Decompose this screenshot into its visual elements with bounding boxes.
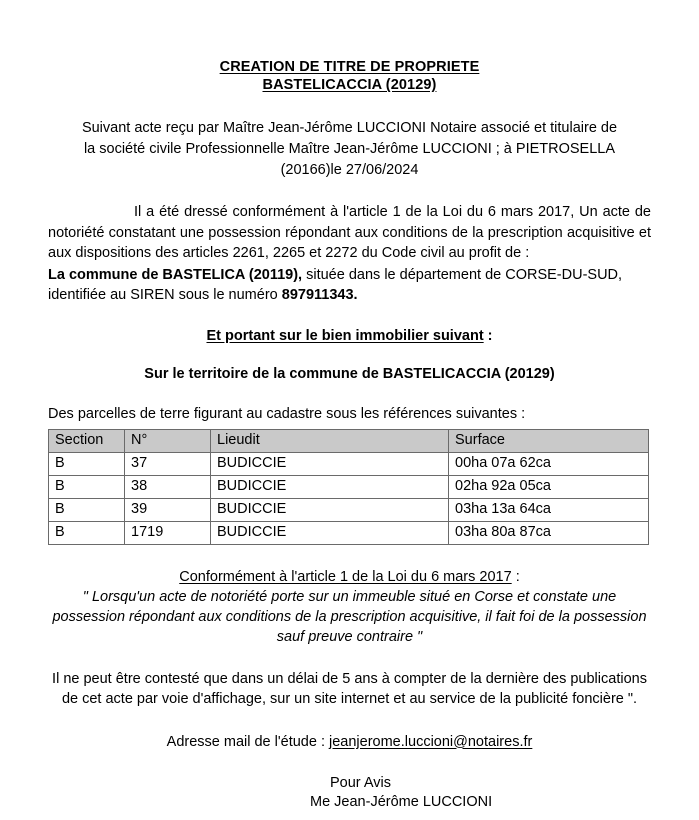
column-header-section: Section (49, 429, 125, 452)
acte-paragraph (48, 118, 651, 181)
cell-lieudit: BUDICCIE (211, 452, 449, 475)
signature-block (48, 774, 651, 812)
table-row (49, 498, 649, 521)
mail-label: Adresse mail de l'étude : (166, 733, 330, 750)
cell-section: B (49, 498, 125, 521)
heading-conformement-colon: : (511, 568, 520, 585)
cell-section: B (49, 475, 125, 498)
contest-line-1: Il ne peut être contesté que dans un délai de 5 ans à compter de la dernière des publications (52, 670, 647, 687)
commune-name: La commune de BASTELICA (20119), (48, 266, 303, 283)
heading-bien-immobilier (48, 328, 651, 344)
commune-detail: située dans le département de CORSE-DU-SUD, identifiée au SIREN sous le numéro (48, 266, 623, 303)
table-row (49, 452, 649, 475)
table-row (49, 475, 649, 498)
siren-number: 897911343. (281, 287, 358, 303)
cell-surface: 03ha 80a 87ca (449, 521, 649, 544)
commune-paragraph (48, 265, 651, 306)
acte-line-2: la société civile Professionnelle Maître Jean-Jérôme LUCCIONI ; à PIETROSELLA (83, 141, 616, 157)
title-line-1: CREATION DE TITRE DE PROPRIETE (219, 59, 480, 75)
heading-territoire (48, 366, 651, 382)
cell-lieudit: BUDICCIE (211, 475, 449, 498)
signature-name: Me Jean-Jérôme LUCCIONI (310, 793, 493, 810)
law-quote (48, 587, 651, 647)
heading-conformement (48, 569, 651, 585)
quote-line-2: possession répondant aux conditions de la prescription acquisitive, il fait foi de la possession (52, 608, 647, 625)
cell-surface: 02ha 92a 05ca (449, 475, 649, 498)
page-title (48, 0, 651, 94)
cell-section: B (49, 521, 125, 544)
cell-section: B (49, 452, 125, 475)
parcels-table (48, 429, 649, 545)
cell-numero: 37 (125, 452, 211, 475)
signature-pour-avis: Pour Avis (330, 774, 391, 791)
table-header-row (49, 429, 649, 452)
dresse-body: Un acte de notoriété constatant une possession répondant aux conditions de la prescription acquisitive et aux dispositions des articles 2261, 2265 et 2272 du Code civil au profit de : (48, 204, 651, 261)
cell-lieudit: BUDICCIE (211, 498, 449, 521)
cell-numero: 1719 (125, 521, 211, 544)
cell-lieudit: BUDICCIE (211, 521, 449, 544)
heading-conformement-text: Conformément à l'article 1 de la Loi du 6 mars 2017 (179, 568, 512, 585)
cell-numero: 39 (125, 498, 211, 521)
contest-line-2: de cet acte par voie d'affichage, sur un site internet et au service de la publicité foncière ". (61, 691, 638, 707)
table-row (49, 521, 649, 544)
dresse-lead: Il a été dressé conformément à l'article 1 de la Loi du 6 mars 2017, (134, 204, 575, 220)
column-header-surface: Surface (449, 429, 649, 452)
column-header-numero: N° (125, 429, 211, 452)
heading-bien-immobilier-text: Et portant sur le bien immobilier suivant (206, 327, 484, 344)
acte-line-1: Suivant acte reçu par Maître Jean-Jérôme LUCCIONI Notaire associé et titulaire de (81, 120, 618, 136)
column-header-lieudit: Lieudit (211, 429, 449, 452)
quote-line-1: " Lorsqu'un acte de notoriété porte sur un immeuble situé en Corse et constate une (82, 588, 617, 605)
cell-numero: 38 (125, 475, 211, 498)
title-line-2: BASTELICACCIA (20129) (262, 77, 437, 93)
contact-mail-line (48, 734, 651, 750)
cell-surface: 03ha 13a 64ca (449, 498, 649, 521)
table-intro-text: Des parcelles de terre figurant au cadastre sous les références suivantes : (48, 405, 526, 422)
cell-surface: 00ha 07a 62ca (449, 452, 649, 475)
contest-paragraph (48, 669, 651, 710)
acte-line-3: (20166)le 27/06/2024 (280, 162, 419, 178)
mail-address-link[interactable]: jeanjerome.luccioni@notaires.fr (329, 733, 533, 750)
heading-territoire-text: Sur le territoire de la commune de BASTELICACCIA (20129) (144, 365, 555, 382)
heading-bien-immobilier-colon: : (483, 327, 493, 344)
quote-line-3: sauf preuve contraire " (276, 628, 423, 645)
dresse-paragraph (48, 202, 651, 264)
